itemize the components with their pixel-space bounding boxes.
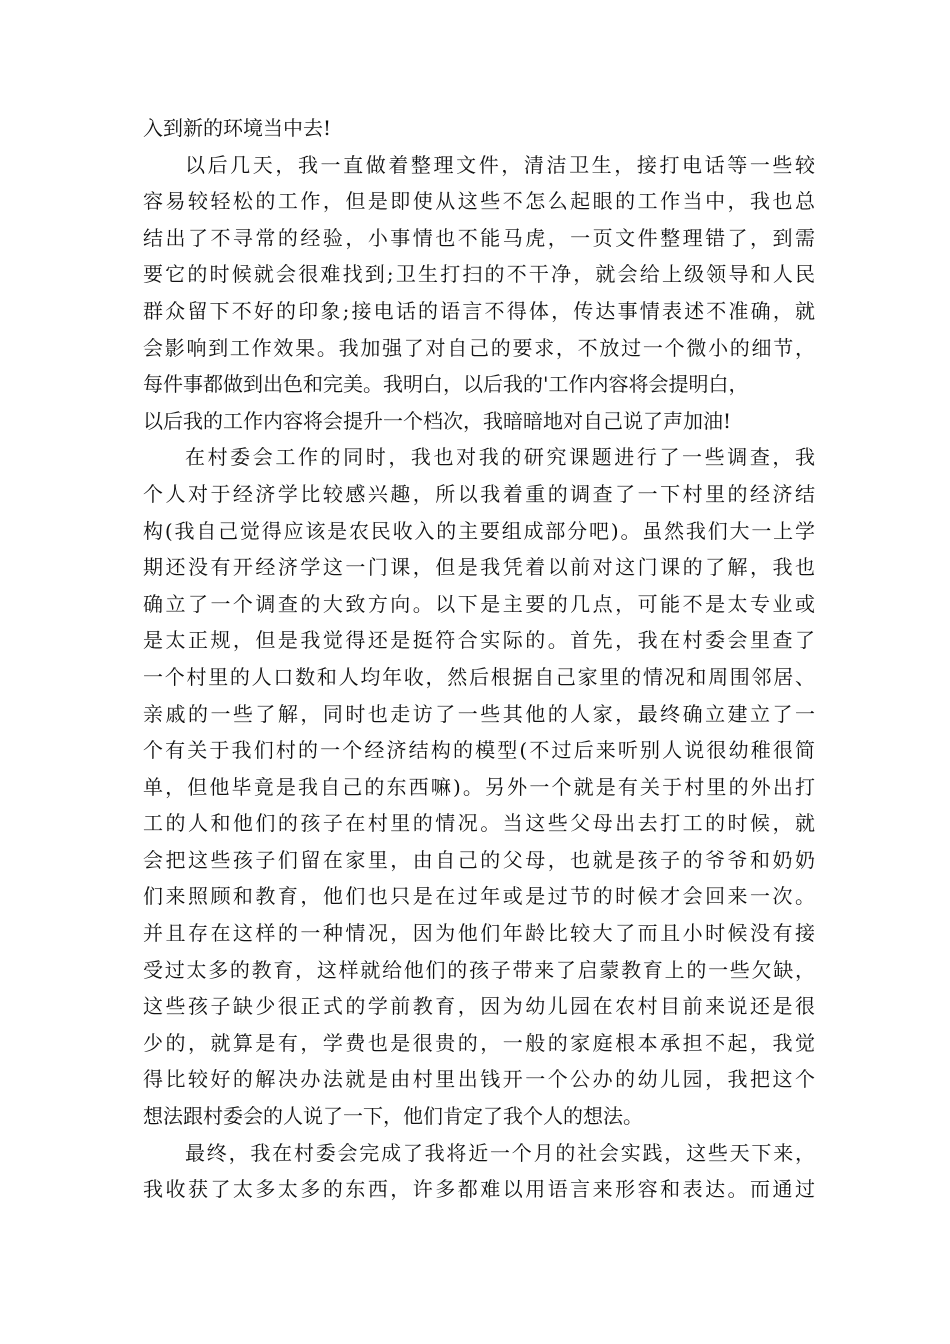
text-line: 个人对于经济学比较感兴趣，所以我着重的调查了一下村里的经济结 (143, 481, 815, 506)
text-line: 这些孩子缺少很正式的学前教育，因为幼儿园在农村目前来说还是很 (143, 994, 815, 1019)
paragraph (143, 147, 815, 440)
text-line: 容易较轻松的工作，但是即使从这些不怎么起眼的工作当中，我也总 (143, 189, 815, 214)
text-line: 构(我自己觉得应该是农民收入的主要组成部分吧)。虽然我们大一上学 (143, 518, 815, 543)
body-text (143, 110, 815, 1208)
text-line: 最终，我在村委会完成了我将近一个月的社会实践，这些天下来， (185, 1140, 815, 1165)
text-line: 要它的时候就会很难找到;卫生打扫的不干净，就会给上级领导和人民 (143, 262, 815, 287)
text-line: 个有关于我们村的一个经济结构的模型(不过后来听别人说很幼稚很简 (143, 738, 815, 763)
text-line: 结出了不寻常的经验，小事情也不能马虎，一页文件整理错了，到需 (143, 225, 815, 250)
paragraph (143, 1135, 815, 1208)
text-line: 一个村里的人口数和人均年收，然后根据自己家里的情况和周围邻居、 (143, 664, 815, 689)
text-line: 期还没有开经济学这一门课，但是我凭着以前对这门课的了解，我也 (143, 555, 815, 580)
text-line: 工的人和他们的孩子在村里的情况。当这些父母出去打工的时候，就 (143, 811, 815, 836)
text-line: 以后我的工作内容将会提升一个档次，我暗暗地对自己说了声加油! (143, 408, 732, 433)
text-line: 我收获了太多太多的东西，许多都难以用语言来形容和表达。而通过 (143, 1177, 815, 1202)
text-line: 是太正规，但是我觉得还是挺符合实际的。首先，我在村委会里查了 (143, 628, 815, 653)
text-line: 受过太多的教育，这样就给他们的孩子带来了启蒙教育上的一些欠缺， (143, 957, 815, 982)
text-line: 们来照顾和教育，他们也只是在过年或是过节的时候才会回来一次。 (143, 884, 815, 909)
text-line: 并且存在这样的一种情况，因为他们年龄比较大了而且小时候没有接 (143, 921, 815, 946)
text-line: 入到新的环境当中去! (143, 116, 332, 140)
text-line: 确立了一个调查的大致方向。以下是主要的几点，可能不是太专业或 (143, 591, 815, 616)
paragraph (143, 110, 815, 147)
text-line: 得比较好的解决办法就是由村里出钱开一个公办的幼儿园，我把这个 (143, 1067, 815, 1092)
text-line: 亲戚的一些了解，同时也走访了一些其他的人家，最终确立建立了一 (143, 701, 815, 726)
text-line: 群众留下不好的印象;接电话的语言不得体，传达事情表述不准确，就 (143, 298, 815, 323)
text-line: 在村委会工作的同时，我也对我的研究课题进行了一些调查，我 (185, 445, 815, 470)
text-line: 少的，就算是有，学费也是很贵的，一般的家庭根本承担不起，我觉 (143, 1030, 815, 1055)
text-line: 以后几天，我一直做着整理文件，清洁卫生，接打电话等一些较 (185, 152, 815, 177)
text-line: 单，但他毕竟是我自己的东西嘛)。另外一个就是有关于村里的外出打 (143, 774, 815, 799)
paragraph (143, 439, 815, 1134)
text-line: 想法跟村委会的人说了一下，他们肯定了我个人的想法。 (143, 1104, 643, 1129)
text-line: 会影响到工作效果。我加强了对自己的要求，不放过一个微小的细节， (143, 335, 815, 360)
text-line: 每件事都做到出色和完美。我明白，以后我的'工作内容将会提明白， (143, 372, 749, 397)
text-line: 会把这些孩子们留在家里，由自己的父母，也就是孩子的爷爷和奶奶 (143, 847, 815, 872)
